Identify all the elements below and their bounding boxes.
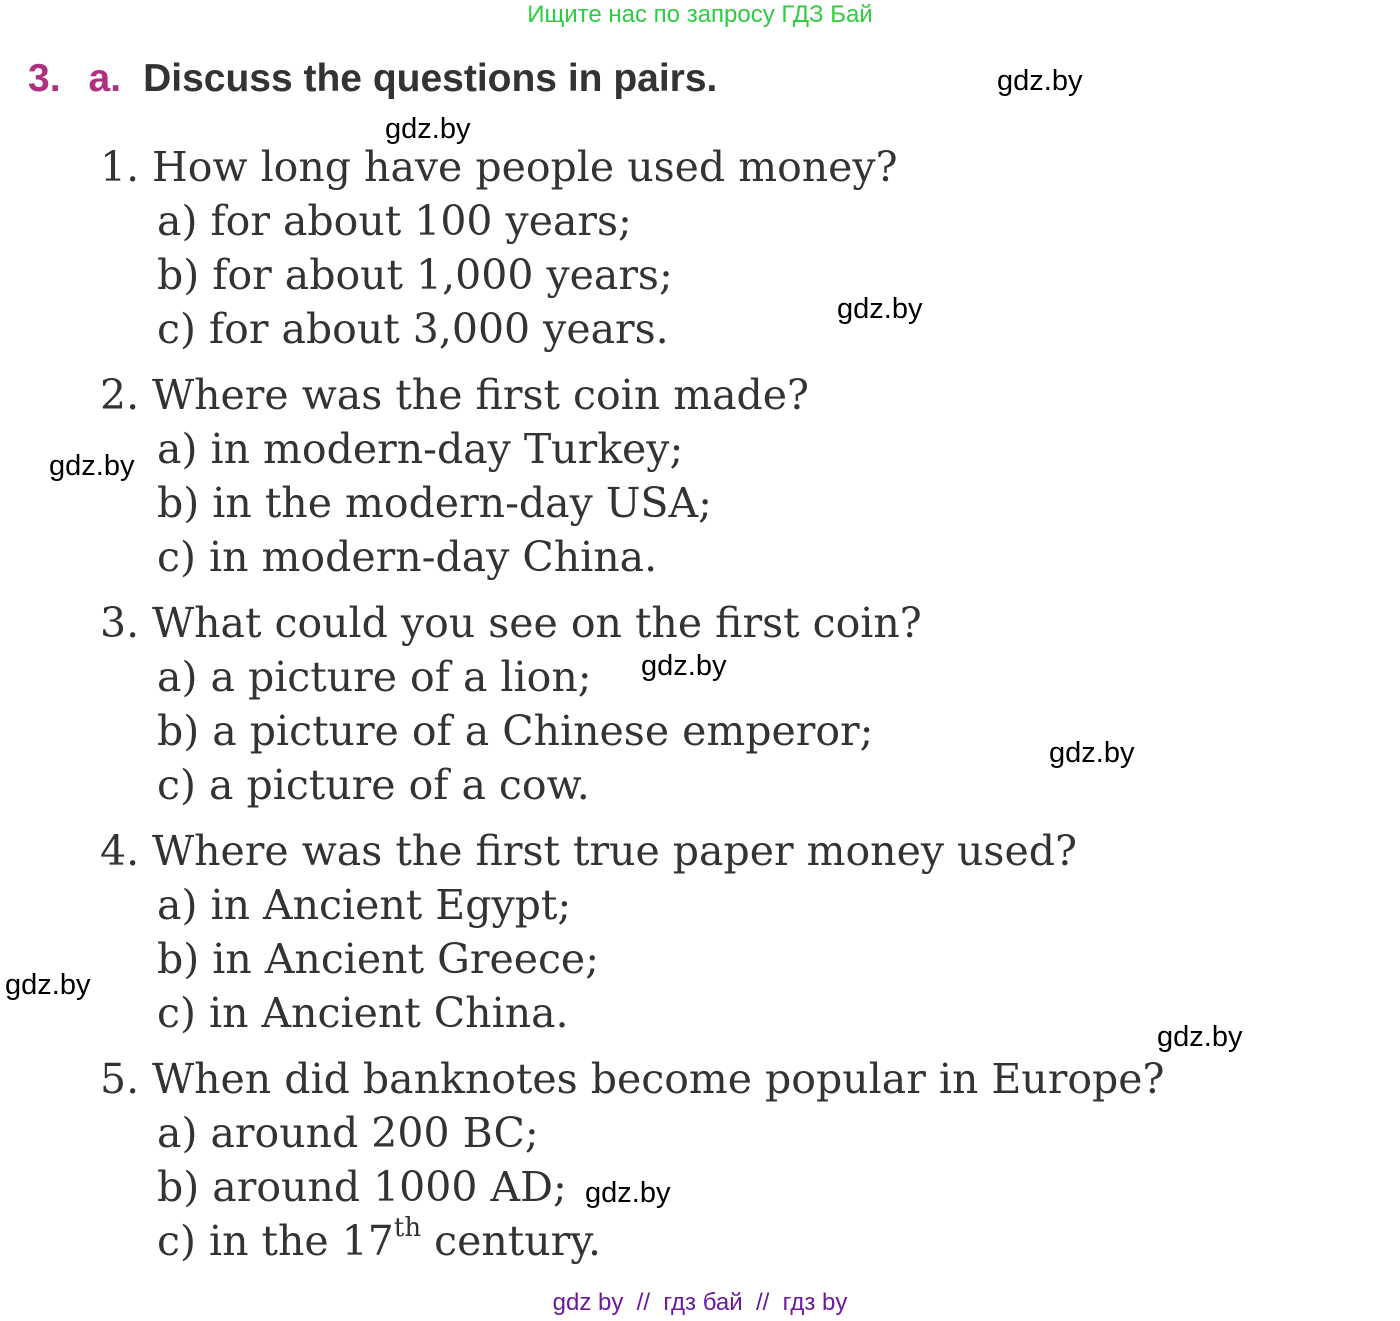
question-label: Where was the first coin made?	[152, 371, 810, 419]
answer-option: b) in the modern-day USA;	[157, 479, 712, 527]
answer-option: c) in modern-day China.	[157, 533, 658, 581]
top-banner[interactable]: Ищите нас по запросу ГДЗ Бай	[527, 1, 873, 28]
answer-option: a) in Ancient Egypt;	[157, 881, 572, 929]
answer-option	[100, 1214, 1250, 1268]
answer-option: a) a picture of a lion;	[157, 653, 592, 701]
answer-option: a) around 200 BC;	[157, 1109, 539, 1157]
question-block	[100, 368, 1250, 584]
question-label: When did banknotes become popular in Europe?	[152, 1055, 1165, 1103]
question-list	[100, 140, 1250, 1280]
answer-option: c) for about 3,000 years.	[157, 305, 669, 353]
watermark: gdz.by	[1157, 1021, 1243, 1053]
question-label: What could you see on the first coin?	[152, 599, 922, 647]
question-number: 1.	[100, 143, 140, 191]
answer-option: b) in Ancient Greece;	[157, 935, 600, 983]
exercise-number: 3.	[28, 57, 61, 100]
question-block	[100, 596, 1250, 812]
watermark: gdz.by	[997, 65, 1083, 97]
question-label: How long have people used money?	[152, 143, 898, 191]
question-number: 2.	[100, 371, 140, 419]
exercise-letter: a.	[88, 57, 122, 100]
question-label: Where was the first true paper money used?	[152, 827, 1077, 875]
answer-option: b) around 1000 AD;	[157, 1163, 567, 1211]
question-text	[100, 596, 1250, 650]
question-block	[100, 1052, 1250, 1268]
question-block	[100, 140, 1250, 356]
watermark: gdz.by	[385, 113, 471, 145]
watermark: gdz.by	[585, 1177, 671, 1209]
answer-option: b) a picture of a Chinese emperor;	[157, 707, 874, 755]
watermark: gdz.by	[641, 650, 727, 682]
question-text	[100, 1052, 1250, 1106]
question-number: 5.	[100, 1055, 140, 1103]
question-number: 4.	[100, 827, 140, 875]
footer-links[interactable]: gdz by // гдз бай // гдз by	[552, 1289, 848, 1316]
watermark: gdz.by	[1049, 737, 1135, 769]
watermark: gdz.by	[49, 450, 135, 482]
question-text	[100, 824, 1250, 878]
exercise-title: Discuss the questions in pairs.	[143, 57, 718, 100]
watermark: gdz.by	[837, 293, 923, 325]
answer-option: b) for about 1,000 years;	[157, 251, 673, 299]
answer-option: a) in modern-day Turkey;	[157, 425, 684, 473]
answer-option: c) a picture of a cow.	[157, 761, 590, 809]
question-number: 3.	[100, 599, 140, 647]
question-text	[100, 140, 1250, 194]
question-text	[100, 368, 1250, 422]
option-text-end: century.	[421, 1217, 602, 1265]
exercise-heading	[28, 55, 717, 103]
answer-option: a) for about 100 years;	[157, 197, 632, 245]
watermark: gdz.by	[5, 969, 91, 1001]
ordinal-suffix: th	[393, 1213, 422, 1244]
answer-option: c) in Ancient China.	[157, 989, 569, 1037]
question-block	[100, 824, 1250, 1040]
option-text: c) in the 17	[157, 1217, 394, 1265]
